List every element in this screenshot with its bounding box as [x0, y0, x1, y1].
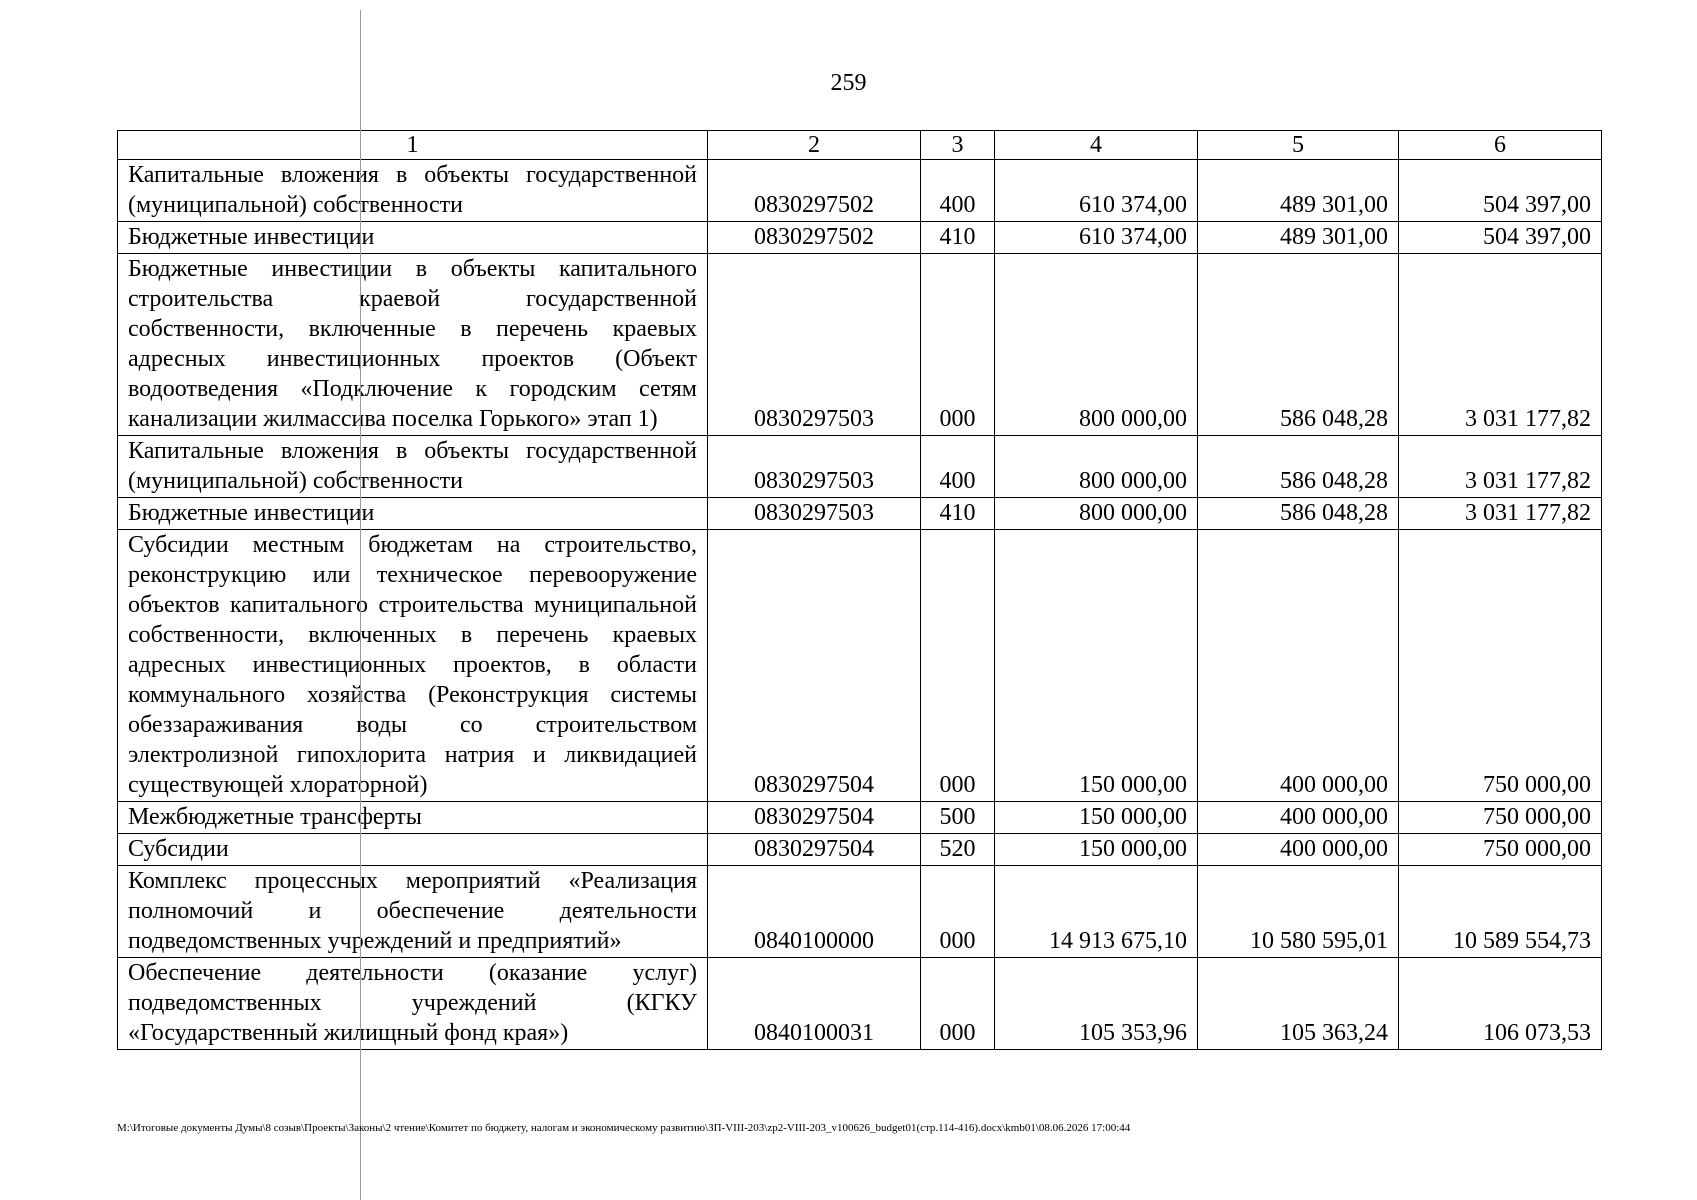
- cell-target-article-code: 0830297502: [708, 222, 921, 254]
- cell-amount-col6: 10 589 554,73: [1399, 866, 1602, 958]
- scan-fold-line: [360, 10, 361, 1200]
- cell-name: Субсидии местным бюджетам на строительство, реконструкцию или техническое перевооружение объектов капитального строительства муниципальной собственности, включенных в перечень краевых адресных инвестиционных проектов, в области коммунального хозяйства (Реконструкция системы обеззараживания воды со строительством электролизной гипохлорита натрия и ликвидацией существующей хлораторной): [118, 530, 708, 802]
- cell-name: Бюджетные инвестиции: [118, 498, 708, 530]
- cell-amount-col4: 610 374,00: [995, 160, 1198, 222]
- cell-name: Межбюджетные трансферты: [118, 802, 708, 834]
- cell-amount-col5: 586 048,28: [1198, 436, 1399, 498]
- cell-amount-col5: 400 000,00: [1198, 802, 1399, 834]
- page-number: 259: [830, 70, 867, 96]
- cell-amount-col4: 105 353,96: [995, 958, 1198, 1050]
- column-header: 4: [995, 131, 1198, 160]
- cell-target-article-code: 0830297504: [708, 834, 921, 866]
- header-row: [118, 131, 1602, 160]
- column-header: 5: [1198, 131, 1399, 160]
- cell-expense-type-code: 500: [921, 802, 995, 834]
- cell-amount-col6: 750 000,00: [1399, 530, 1602, 802]
- cell-amount-col4: 14 913 675,10: [995, 866, 1198, 958]
- cell-amount-col4: 150 000,00: [995, 834, 1198, 866]
- cell-amount-col6: 750 000,00: [1399, 834, 1602, 866]
- cell-amount-col6: 3 031 177,82: [1399, 436, 1602, 498]
- cell-expense-type-code: 410: [921, 498, 995, 530]
- cell-amount-col5: 10 580 595,01: [1198, 866, 1399, 958]
- column-header: 1: [118, 131, 708, 160]
- cell-amount-col6: 3 031 177,82: [1399, 498, 1602, 530]
- cell-target-article-code: 0830297503: [708, 254, 921, 436]
- column-header: 3: [921, 131, 995, 160]
- cell-amount-col4: 150 000,00: [995, 802, 1198, 834]
- cell-target-article-code: 0830297502: [708, 160, 921, 222]
- cell-amount-col4: 150 000,00: [995, 530, 1198, 802]
- cell-target-article-code: 0830297504: [708, 802, 921, 834]
- cell-amount-col5: 400 000,00: [1198, 530, 1399, 802]
- cell-expense-type-code: 000: [921, 254, 995, 436]
- table-row: [118, 436, 1602, 498]
- cell-target-article-code: 0840100000: [708, 866, 921, 958]
- cell-target-article-code: 0840100031: [708, 958, 921, 1050]
- table-row: [118, 222, 1602, 254]
- cell-amount-col4: 800 000,00: [995, 254, 1198, 436]
- footer-file-path: М:\Итоговые документы Думы\8 созыв\Проекты\Законы\2 чтение\Комитет по бюджету, налогам и экономическому развитию\ЗП-VIII-203\zp2-VIII-203_v100626_budget01(стр.114-416).docx\kmb01\08.06.2026 17:00:44: [117, 1122, 1131, 1134]
- cell-target-article-code: 0830297503: [708, 498, 921, 530]
- cell-amount-col6: 504 397,00: [1399, 160, 1602, 222]
- cell-name: Комплекс процессных мероприятий «Реализация полномочий и обеспечение деятельности подведомственных учреждений и предприятий»: [118, 866, 708, 958]
- table-row: [118, 802, 1602, 834]
- table-row: [118, 498, 1602, 530]
- table-row: [118, 958, 1602, 1050]
- cell-amount-col5: 586 048,28: [1198, 254, 1399, 436]
- cell-amount-col4: 800 000,00: [995, 436, 1198, 498]
- cell-target-article-code: 0830297504: [708, 530, 921, 802]
- budget-table: [117, 130, 1602, 1050]
- cell-amount-col5: 489 301,00: [1198, 222, 1399, 254]
- table-row: [118, 834, 1602, 866]
- cell-amount-col6: 750 000,00: [1399, 802, 1602, 834]
- cell-amount-col5: 400 000,00: [1198, 834, 1399, 866]
- cell-name: Капитальные вложения в объекты государственной (муниципальной) собственности: [118, 436, 708, 498]
- table-row: [118, 254, 1602, 436]
- column-header: 6: [1399, 131, 1602, 160]
- table-row: [118, 160, 1602, 222]
- cell-expense-type-code: 400: [921, 160, 995, 222]
- cell-amount-col4: 610 374,00: [995, 222, 1198, 254]
- cell-expense-type-code: 000: [921, 866, 995, 958]
- cell-name: Капитальные вложения в объекты государственной (муниципальной) собственности: [118, 160, 708, 222]
- cell-amount-col5: 586 048,28: [1198, 498, 1399, 530]
- cell-expense-type-code: 520: [921, 834, 995, 866]
- cell-amount-col4: 800 000,00: [995, 498, 1198, 530]
- cell-name: Бюджетные инвестиции в объекты капитального строительства краевой государственной собственности, включенные в перечень краевых адресных инвестиционных проектов (Объект водоотведения «Подключение к городским сетям канализации жилмассива поселка Горького» этап 1): [118, 254, 708, 436]
- cell-expense-type-code: 400: [921, 436, 995, 498]
- cell-expense-type-code: 410: [921, 222, 995, 254]
- cell-amount-col6: 3 031 177,82: [1399, 254, 1602, 436]
- cell-expense-type-code: 000: [921, 958, 995, 1050]
- cell-amount-col6: 106 073,53: [1399, 958, 1602, 1050]
- table-row: [118, 530, 1602, 802]
- column-header: 2: [708, 131, 921, 160]
- cell-amount-col6: 504 397,00: [1399, 222, 1602, 254]
- cell-expense-type-code: 000: [921, 530, 995, 802]
- cell-amount-col5: 105 363,24: [1198, 958, 1399, 1050]
- cell-name: Обеспечение деятельности (оказание услуг) подведомственных учреждений (КГКУ «Государственный жилищный фонд края»): [118, 958, 708, 1050]
- cell-name: Субсидии: [118, 834, 708, 866]
- table-row: [118, 866, 1602, 958]
- cell-name: Бюджетные инвестиции: [118, 222, 708, 254]
- cell-amount-col5: 489 301,00: [1198, 160, 1399, 222]
- cell-target-article-code: 0830297503: [708, 436, 921, 498]
